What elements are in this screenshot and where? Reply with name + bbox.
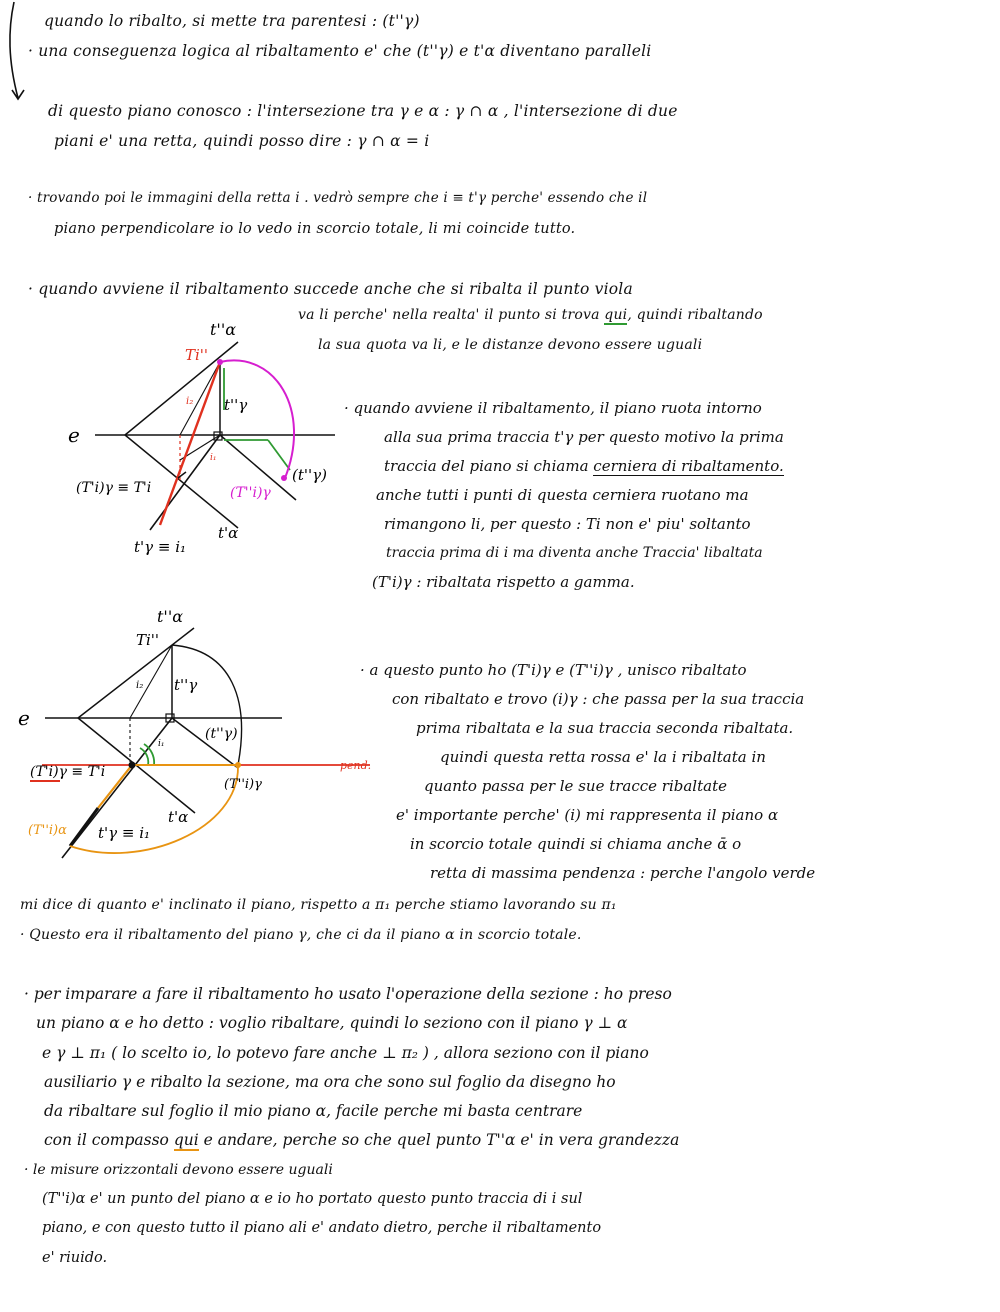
text-line: · Questo era il ribaltamento del piano γ, che ci da il piano α in scorcio totale. bbox=[20, 927, 582, 943]
label-t2-gamma-rotated: (t''γ) bbox=[292, 466, 327, 484]
text-line: in scorcio totale quindi si chiama anche ᾱ o bbox=[410, 835, 742, 853]
rotated-line-red bbox=[160, 362, 220, 525]
label-i1: i₁ bbox=[158, 739, 165, 749]
label-t2-i-gamma: (T''i)γ bbox=[224, 777, 262, 792]
text-line: quando lo ribalto, si mette tra parentesi : (t''γ) bbox=[44, 12, 420, 30]
text-line: · una conseguenza logica al ribaltamento e' che (t''γ) e t'α diventano paralleli bbox=[28, 42, 652, 60]
text-line bbox=[24, 1126, 679, 1155]
text-line: e' importante perche' (i) mi rappresenta il piano α bbox=[396, 806, 779, 824]
underlined-term: cerniera di ribaltamento. bbox=[593, 457, 784, 475]
point-t1-i bbox=[129, 762, 136, 769]
label-t1-gamma: t'γ ≡ i₁ bbox=[98, 824, 151, 842]
text-line: la sua quota va li, e le distanze devono essere uguali bbox=[318, 337, 703, 353]
text-line: un piano α e ho detto : voglio ribaltare, quindi lo seziono con il piano γ ⊥ α bbox=[36, 1014, 628, 1033]
text-segment: , quindi ribaltando bbox=[627, 307, 763, 323]
text-block-point bbox=[360, 656, 815, 888]
label-t1-i-gamma: (T'i)γ ≡ T'i bbox=[30, 764, 106, 780]
text-line: · trovando poi le immagini della retta i . vedrò sempre che i ≡ t'γ perche' essendo che il bbox=[28, 190, 648, 206]
red-underline bbox=[30, 780, 60, 782]
text-line: mi dice di quanto e' inclinato il piano, rispetto a π₁ perche stiamo lavorando su π₁ bbox=[20, 897, 617, 913]
text-line: traccia prima di i ma diventa anche Traccia' libaltata bbox=[386, 545, 763, 561]
text-line: · quando avviene il ribaltamento, il piano ruota intorno bbox=[344, 399, 762, 417]
label-t1-i-gamma: (T'i)γ ≡ T'i bbox=[76, 480, 152, 496]
label-ground-e: e bbox=[18, 706, 30, 730]
text-line: di questo piano conosco : l'intersezione tra γ e α : γ ∩ α , l'intersezione di due bbox=[48, 102, 678, 120]
label-t1-alpha: t'α bbox=[218, 524, 239, 542]
text-line: retta di massima pendenza : perche l'angolo verde bbox=[430, 864, 816, 882]
text-line: piano perpendicolare io lo vedo in scorcio totale, li mi coincide tutto. bbox=[54, 221, 576, 237]
text-line: anche tutti i punti di questa cerniera ruotano ma bbox=[376, 486, 749, 504]
text-line: e γ ⊥ π₁ ( lo scelto io, lo potevo fare anche ⊥ π₂ ) , allora seziono con il piano bbox=[42, 1043, 649, 1062]
label-t1-alpha: t'α bbox=[168, 808, 189, 826]
text-line: piano, e con questo tutto il piano ali e' andato dietro, perche il ribaltamento bbox=[42, 1220, 602, 1237]
text-line: quanto passa per le sue tracce ribaltate bbox=[424, 777, 727, 795]
text-segment: e andare, perche so che quel punto T''α e' in vera grandezza bbox=[198, 1131, 680, 1150]
trace-t2-alpha bbox=[125, 342, 238, 435]
label-ti2: Ti'' bbox=[185, 346, 209, 364]
base-segment-rotated bbox=[268, 440, 290, 470]
text-line: (T'i)γ : ribaltata rispetto a gamma. bbox=[372, 573, 635, 591]
highlight-qui: qui bbox=[604, 307, 628, 323]
label-t2-gamma: t''γ bbox=[224, 396, 248, 414]
text-segment: va li perche' nella realta' il punto si trova bbox=[298, 307, 605, 323]
label-t2-gamma-rotated: (t''γ) bbox=[205, 726, 238, 742]
text-segment: traccia del piano si chiama bbox=[384, 457, 594, 475]
diagram-rotation-2 bbox=[0, 595, 400, 870]
point-t2-i bbox=[235, 762, 241, 768]
label-t2-alpha: t''α bbox=[210, 320, 237, 339]
label-t1-gamma: t'γ ≡ i₁ bbox=[134, 538, 187, 556]
text-line: rimangono li, per questo : Ti non e' piu' soltanto bbox=[384, 515, 751, 533]
text-block-hinge bbox=[344, 394, 784, 597]
text-line: con ribaltato e trovo (i)γ : che passa per la sua traccia bbox=[392, 690, 805, 708]
text-line: · per imparare a fare il ribaltamento ho usato l'operazione della sezione : ho preso bbox=[24, 985, 672, 1003]
text-line: (T''i)α e' un punto del piano α e io ho portato questo punto traccia di i sul bbox=[42, 1191, 583, 1208]
label-t2-i-gamma: (T''i)γ bbox=[230, 485, 271, 501]
text-line: e' riuido. bbox=[42, 1249, 108, 1266]
label-pend: pend. bbox=[340, 759, 372, 772]
text-line: da ribaltare sul foglio il mio piano α, facile perche mi basta centrare bbox=[44, 1102, 583, 1121]
label-i2: i₂ bbox=[136, 680, 144, 691]
text-line: · quando avviene il ribaltamento succede anche che si ribalta il punto viola bbox=[28, 280, 633, 298]
bold-segment bbox=[70, 808, 98, 846]
label-t2-gamma: t''γ bbox=[174, 676, 198, 694]
trace-t1-gamma bbox=[150, 435, 220, 530]
text-line: prima ribaltata e la sua traccia seconda ribaltata. bbox=[416, 719, 794, 737]
text-line: quindi questa retta rossa e' la i ribaltata in bbox=[440, 748, 766, 766]
text-line: piani e' una retta, quindi posso dire : γ ∩ α = i bbox=[54, 132, 430, 150]
point-ti2 bbox=[217, 359, 223, 365]
diagram-rotation-1 bbox=[0, 300, 370, 570]
text-segment: con il compasso bbox=[44, 1131, 174, 1150]
text-block-final bbox=[24, 980, 679, 1273]
label-i1: i₁ bbox=[210, 453, 217, 463]
point-rotated bbox=[281, 475, 287, 481]
text-line: · le misure orizzontali devono essere uguali bbox=[24, 1161, 333, 1178]
highlight-qui: qui bbox=[173, 1131, 199, 1150]
text-line: alla sua prima traccia t'γ per questo motivo la prima bbox=[384, 428, 784, 446]
text-line bbox=[344, 452, 784, 481]
label-ti2: Ti'' bbox=[136, 631, 160, 649]
label-ground-e: e bbox=[68, 423, 80, 447]
text-line: · a questo punto ho (T'i)γ e (T''i)γ , unisco ribaltato bbox=[360, 661, 747, 679]
label-i2: i₂ bbox=[186, 396, 194, 407]
label-t2-i-alpha: (T''i)α bbox=[28, 823, 67, 838]
label-t2-alpha: t''α bbox=[157, 607, 184, 626]
text-line: ausiliario γ e ribalto la sezione, ma ora che sono sul foglio da disegno ho bbox=[44, 1072, 616, 1091]
rotation-arc bbox=[172, 645, 242, 765]
